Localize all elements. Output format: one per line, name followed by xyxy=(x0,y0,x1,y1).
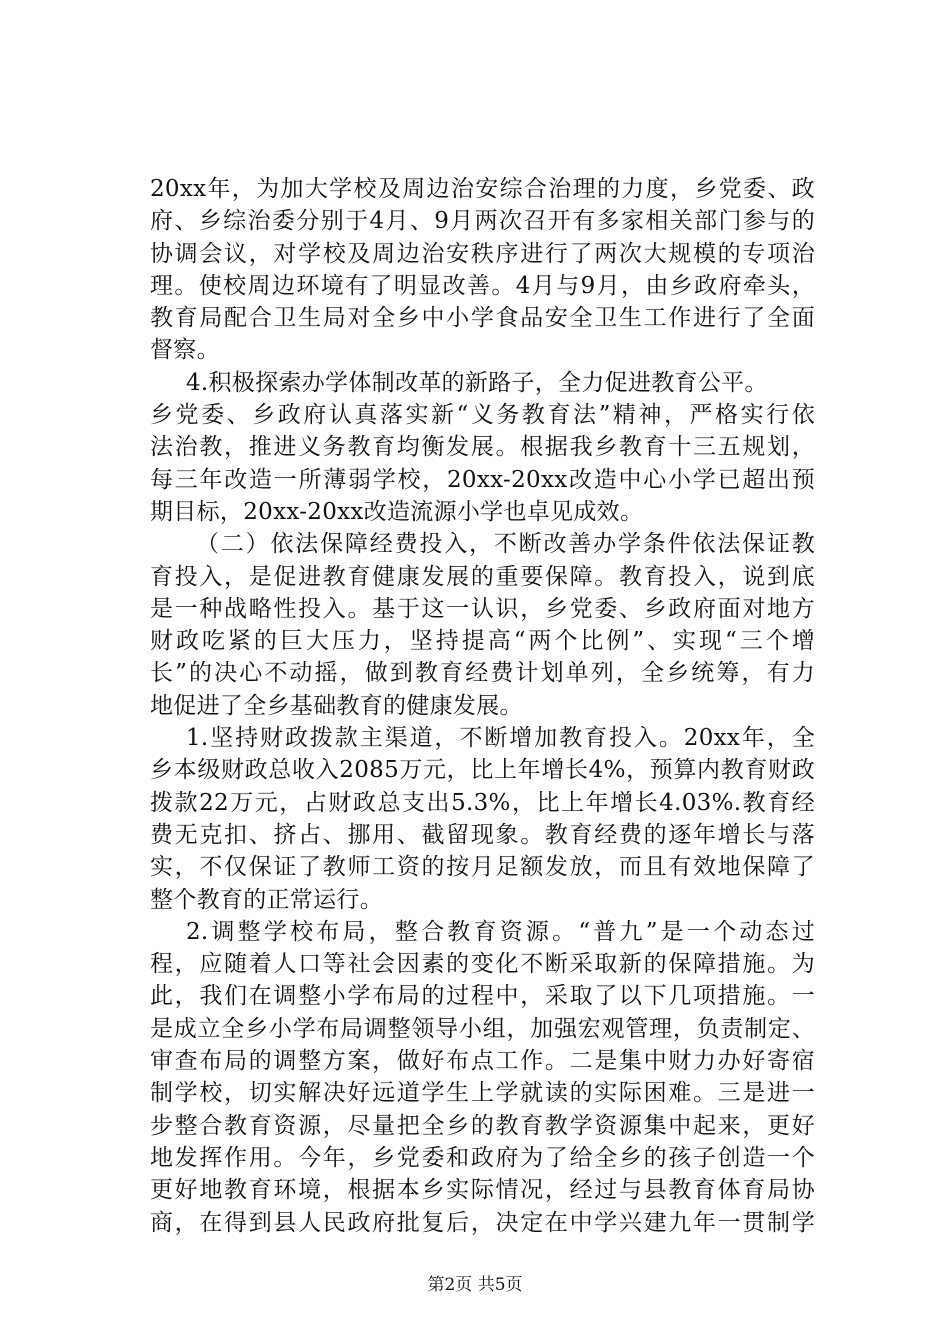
text-line: 地促进了全乡基础教育的健康发展。 xyxy=(150,692,523,719)
text-line: 1.坚持财政拨款主渠道，不断增加教育投入。20xx年，全 xyxy=(186,725,815,752)
text-line: 更好地教育环境，根据本乡实际情况，经过与县教育体育局协 xyxy=(150,1177,815,1204)
text-line: 费无克扣、挤占、挪用、截留现象。教育经费的逐年增长与落 xyxy=(150,821,815,848)
text-line: 法治教，推进义务教育均衡发展。根据我乡教育十三五规划， xyxy=(150,434,815,461)
text-line: 协调会议，对学校及周边治安秩序进行了两次大规模的专项治 xyxy=(150,240,815,267)
text-line: 教育局配合卫生局对全乡中小学食品安全卫生工作进行了全面 xyxy=(150,305,815,332)
text-line: 乡党委、乡政府认真落实新“义务教育法”精神，严格实行依 xyxy=(150,402,815,429)
text-line: 20xx年，为加大学校及周边治安综合治理的力度，乡党委、政 xyxy=(150,176,815,202)
text-line: 步整合教育资源，尽量把全乡的教育教学资源集中起来，更好 xyxy=(150,1112,815,1139)
text-line: 制学校，切实解决好远道学生上学就读的实际困难。三是进一 xyxy=(150,1080,815,1107)
text-line: 商，在得到县人民政府批复后，决定在中学兴建九年一贯制学 xyxy=(150,1209,815,1236)
text-line: 2.调整学校布局，整合教育资源。“普九”是一个动态过 xyxy=(186,918,815,945)
text-line: 育投入，是促进教育健康发展的重要保障。教育投入，说到底 xyxy=(150,563,815,590)
text-line: 是成立全乡小学布局调整领导小组，加强宏观管理，负责制定、 xyxy=(150,1015,815,1042)
text-line: 地发挥作用。今年，乡党委和政府为了给全乡的孩子创造一个 xyxy=(150,1144,815,1171)
text-line: 府、乡综治委分别于4月、9月两次召开有多家相关部门参与的 xyxy=(150,208,815,235)
text-line: 4.积极探索办学体制改革的新路子，全力促进教育公平。 xyxy=(186,369,768,396)
text-line: 实，不仅保证了教师工资的按月足额发放，而且有效地保障了 xyxy=(150,854,815,881)
document-body xyxy=(150,173,815,1239)
page-number-footer: 第2页 共5页 xyxy=(427,1275,523,1295)
text-line: 理。使校周边环境有了明显改善。4月与9月，由乡政府牵头， xyxy=(150,272,815,299)
text-line: 审查布局的调整方案，做好布点工作。二是集中财力办好寄宿 xyxy=(150,1048,815,1075)
text-line: 财政吃紧的巨大压力，坚持提高“两个比例”、实现“三个增 xyxy=(150,628,815,655)
text-line: 拨款22万元，占财政总支出5.3%，比上年增长4.03%.教育经 xyxy=(150,789,815,816)
text-line: 每三年改造一所薄弱学校，20xx-20xx改造中心小学已超出预 xyxy=(150,466,815,493)
text-line: 是一种战略性投入。基于这一认识，乡党委、乡政府面对地方 xyxy=(150,595,815,622)
text-line: 乡本级财政总收入2085万元，比上年增长4%，预算内教育财政 xyxy=(150,757,815,784)
text-line: 督察。 xyxy=(150,337,220,364)
text-line: 期目标，20xx-20xx改造流源小学也卓见成效。 xyxy=(150,498,644,525)
text-line: 程，应随着人口等社会因素的变化不断采取新的保障措施。为 xyxy=(150,951,815,978)
text-line: 整个教育的正常运行。 xyxy=(150,886,383,913)
text-line: 长”的决心不动摇，做到教育经费计划单列，全乡统筹，有力 xyxy=(150,660,815,687)
text-line: 此，我们在调整小学布局的过程中，采取了以下几项措施。一 xyxy=(150,983,815,1010)
text-line: （二）依法保障经费投入，不断改善办学条件依法保证教 xyxy=(196,531,815,558)
